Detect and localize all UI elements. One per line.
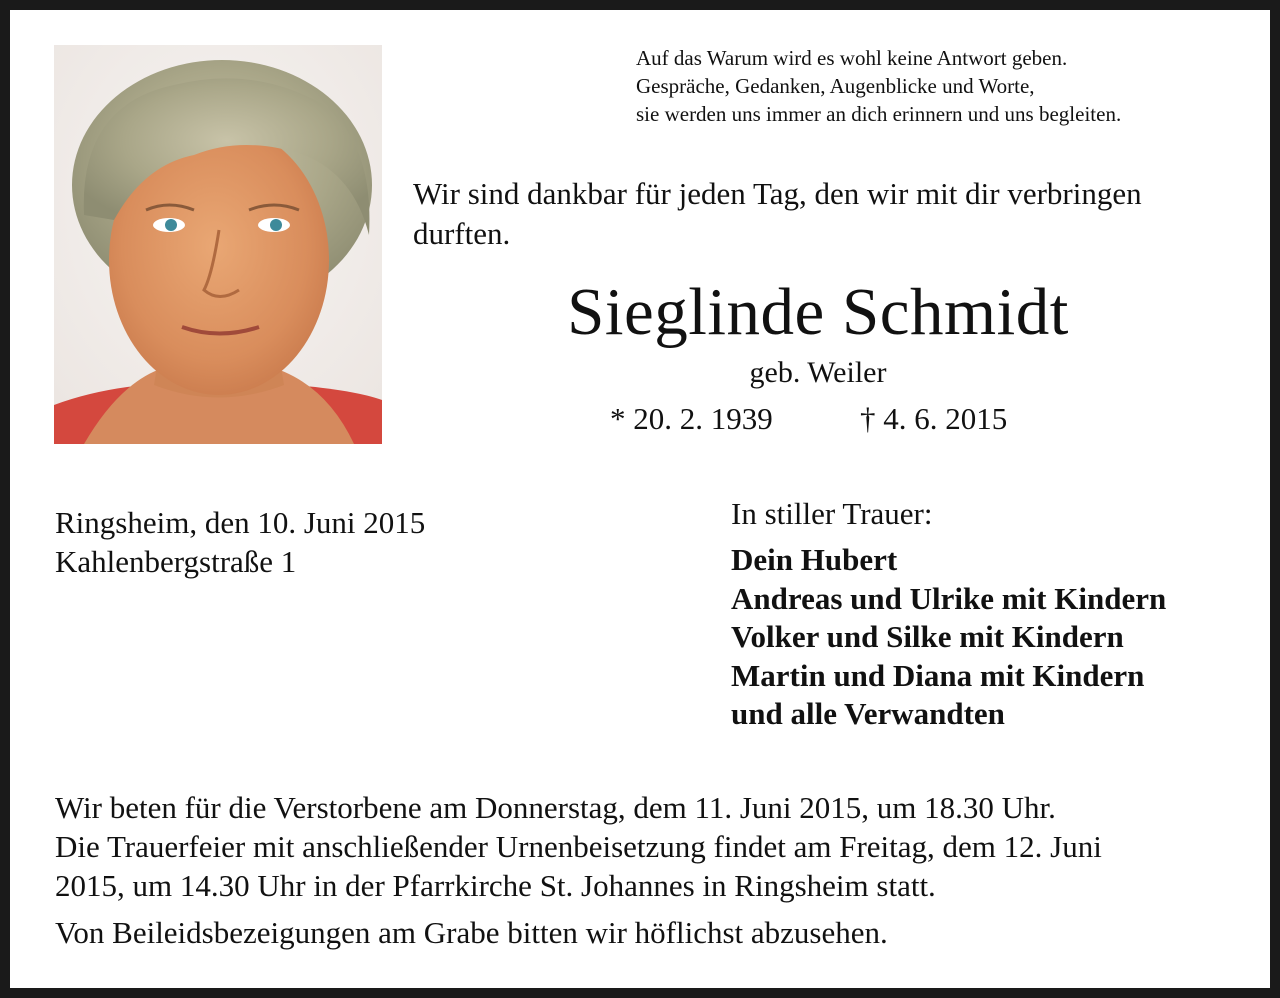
poem-line: Gespräche, Gedanken, Augenblicke und Worte, [636, 74, 1035, 98]
place-and-date [55, 503, 655, 581]
place-date-line: Ringsheim, den 10. Juni 2015 [55, 505, 426, 540]
birth-date: * 20. 2. 1939 [610, 401, 773, 436]
mourning-heading: In stiller Trauer: [731, 496, 933, 531]
poem-verse [636, 44, 1256, 128]
mourner-name: Martin und Diana mit Kindern [731, 657, 1145, 693]
poem-line: Auf das Warum wird es wohl keine Antwort geben. [636, 46, 1068, 70]
obituary-notice [10, 10, 1270, 988]
condolence-request: Von Beileidsbezeigungen am Grabe bitten wir höflichst abzusehen. [55, 915, 888, 950]
birth-name: geb. Weiler [749, 356, 887, 389]
portrait-photo [54, 45, 382, 444]
address-line: Kahlenbergstraße 1 [55, 544, 297, 579]
mourners-list [731, 541, 1261, 734]
poem-line: sie werden uns immer an dich erinnern und uns begleiten. [636, 102, 1122, 126]
mourner-name: Volker und Silke mit Kindern [731, 619, 1124, 654]
death-date: † 4. 6. 2015 [860, 401, 1008, 436]
deceased-name: Sieglinde Schmidt [567, 275, 1069, 349]
service-line: 2015, um 14.30 Uhr in der Pfarrkirche St. Johannes in Ringsheim statt. [55, 868, 936, 903]
mourner-name: Andreas und Ulrike mit Kindern [731, 580, 1167, 616]
service-line: Die Trauerfeier mit anschließender Urnenbeisetzung findet am Freitag, dem 12. Juni [55, 829, 1102, 864]
thanks-statement: Wir sind dankbar für jeden Tag, den wir mit dir verbringen durften. [413, 176, 1142, 251]
service-information [55, 788, 1227, 905]
service-line: Wir beten für die Verstorbene am Donnerstag, dem 11. Juni 2015, um 18.30 Uhr. [55, 790, 1056, 825]
mourner-name: Dein Hubert [731, 542, 898, 577]
mourner-name: und alle Verwandten [731, 696, 1005, 731]
